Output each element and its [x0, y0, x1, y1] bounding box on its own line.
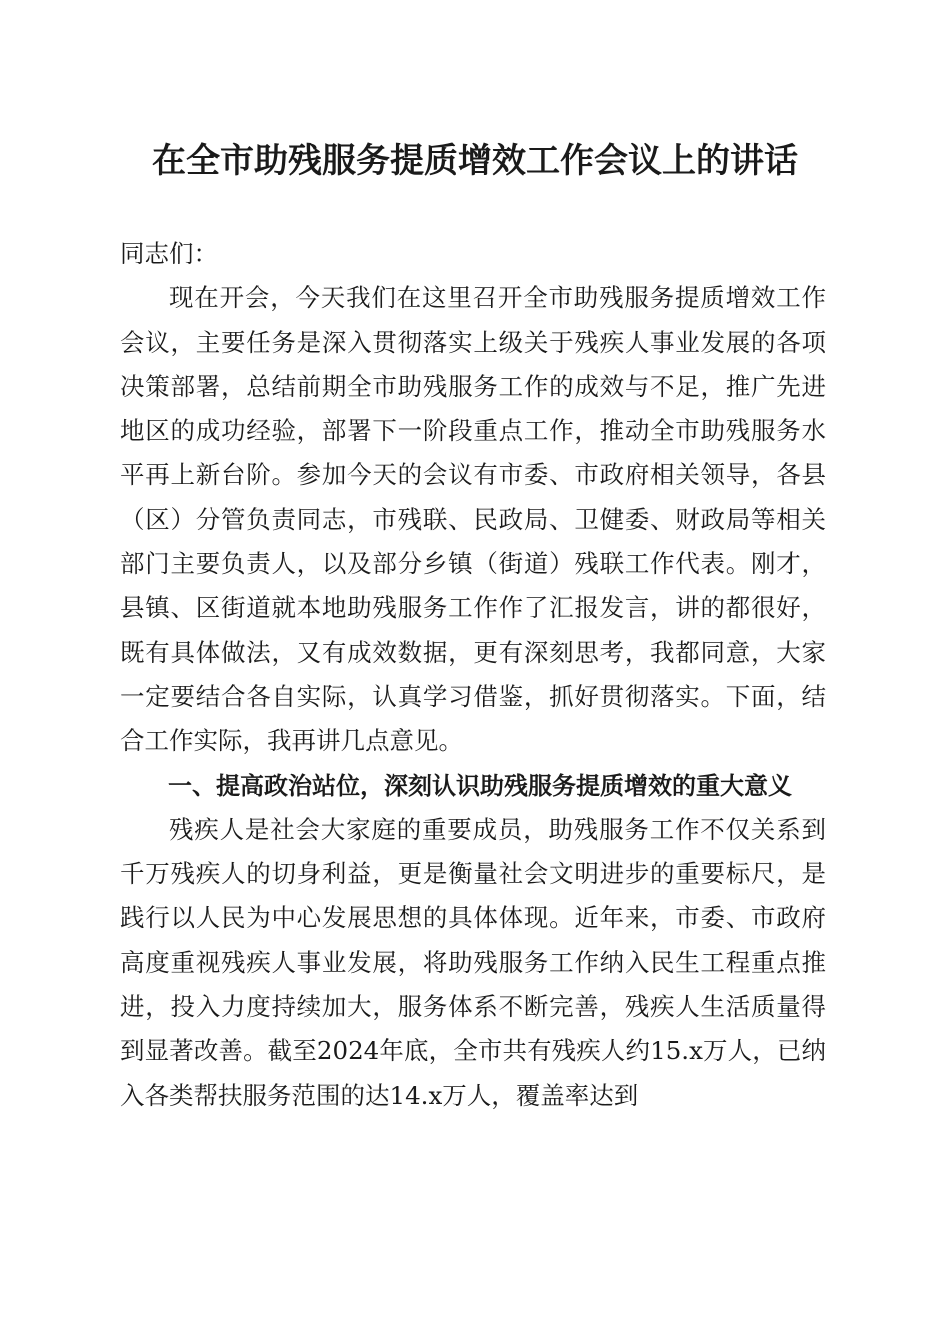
salutation: 同志们： — [120, 239, 218, 268]
intro-paragraph: 现在开会，今天我们在这里召开全市助残服务提质增效工作会议，主要任务是深入贯彻落实上级关于残疾人事业发展的各项决策部署，总结前期全市助残服务工作的成效与不足，推广先进地区的成功经验，部署下一阶段重点工作，推动全市助残服务水平再上新台阶。参加今天的会议有市委、市政府相关领导，各县（区）分管负责同志，市残联、民政局、卫健委、财政局等相关部门主要负责人，以及部分乡镇（街道）残联工作代表。刚才，县镇、区街道就本地助残服务工作作了汇报发言，讲的都很好，既有具体做法，又有成效数据，更有深刻思考，我都同意，大家一定要结合各自实际，认真学习借鉴，抓好贯彻落实。下面，结合工作实际，我再讲几点意见。 — [120, 283, 826, 756]
section-1-paragraph: 残疾人是社会大家庭的重要成员，助残服务工作不仅关系到千万残疾人的切身利益，更是衡量社会文明进步的重要标尺，是践行以人民为中心发展思想的具体体现。近年来，市委、市政府高度重视残疾人事业发展，将助残服务工作纳入民生工程重点推进，投入力度持续加大，服务体系不断完善，残疾人生活质量得到显著改善。截至2024年底，全市共有残疾人约15.x万人，已纳入各类帮扶服务范围的达14.x万人，覆盖率达到 — [120, 814, 826, 1110]
document-title: 在全市助残服务提质增效工作会议上的讲话 — [152, 141, 798, 181]
document-body — [120, 232, 826, 1118]
section-1-heading: 一、提高政治站位，深刻认识助残服务提质增效的重大意义 — [168, 771, 792, 800]
